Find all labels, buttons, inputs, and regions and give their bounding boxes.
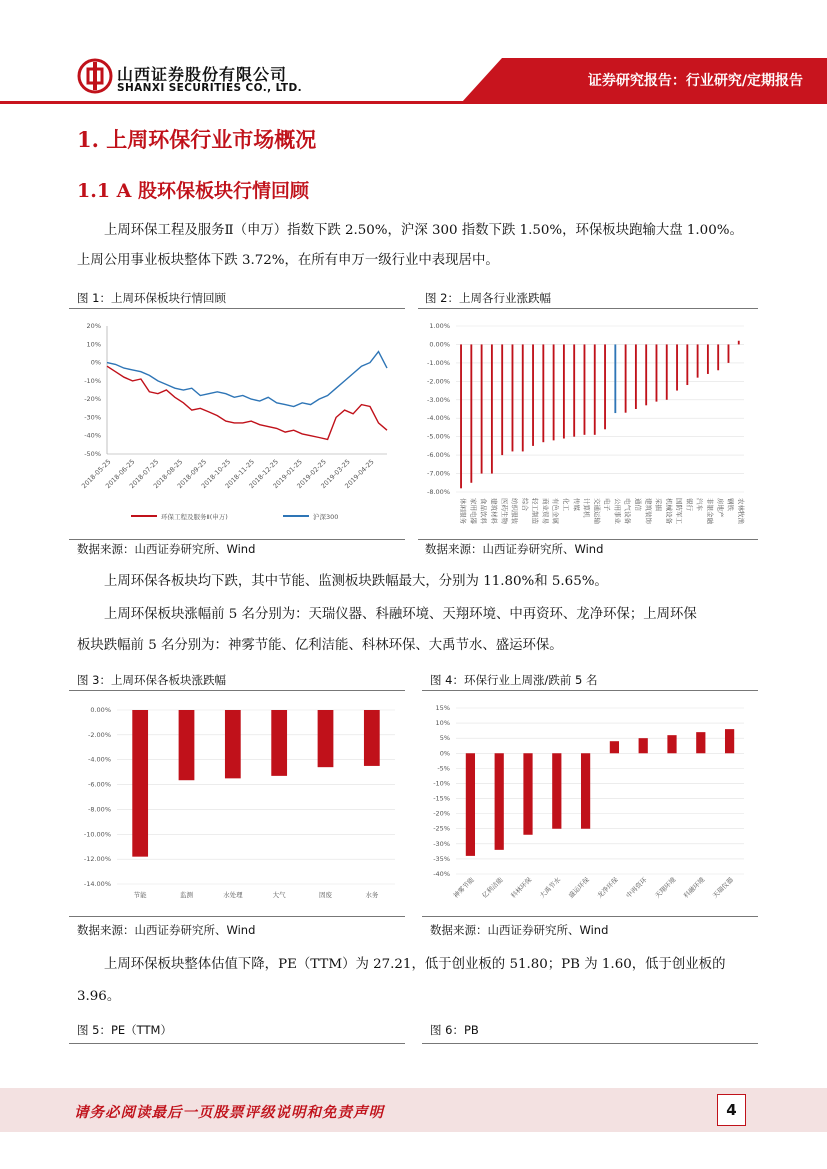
fig2-category-label: 商业贸易 [541, 498, 550, 524]
fig1-xtick-label: 2018-05-25 [80, 457, 113, 491]
fig4-category-label: 亿利洁能 [480, 875, 505, 900]
fig4-source: 数据来源：山西证券研究所、Wind [430, 923, 609, 937]
fig1-title: 图 1：上周环保板块行情回顾 [77, 291, 226, 305]
fig2-category-label: 计算机 [582, 498, 591, 518]
fig1-ytick-label: 20% [86, 322, 101, 330]
fig1-xtick-label: 2018-07-25 [127, 457, 161, 491]
fig1-ytick-label: -30% [84, 413, 101, 422]
fig2-category-label: 传媒 [572, 498, 581, 511]
fig1-ytick-label: -10% [84, 376, 101, 385]
fig2-top-rule [418, 308, 758, 309]
fig3-category-label: 监测 [180, 891, 193, 899]
fig2-bar [481, 344, 483, 473]
fig1-xtick-label: 2018-10-25 [199, 457, 233, 491]
fig2-bar [625, 344, 627, 412]
fig4-ytick-label: -15% [433, 794, 450, 803]
fig4-bar [696, 732, 705, 753]
fig4-ytick-label: -40% [433, 870, 450, 878]
fig4-category-label: 大禹节水 [538, 875, 563, 900]
paragraph-1-line-2: 上周公用事业板块整体下跌 3.72%，在所有申万一级行业中表现居中。 [77, 253, 499, 268]
fig2-bar [532, 344, 534, 445]
fig2-ytick-label: -3.00% [427, 395, 450, 404]
fig5-title: 图 5：PE（TTM） [77, 1023, 172, 1037]
fig2-ytick-label: -2.00% [427, 377, 450, 386]
fig2-category-label: 家用电器 [469, 498, 478, 524]
fig1-xtick-label: 2019-03-25 [319, 457, 352, 491]
fig2-category-label: 钢铁 [726, 498, 735, 511]
fig2-bar [573, 344, 575, 436]
fig3-bar [225, 710, 241, 778]
paragraph-3-line-1: 上周环保板块涨幅前 5 名分别为：天瑞仪器、科融环境、天翔环境、中再资环、龙净环保；上周环保 [104, 607, 697, 622]
fig3-ytick-label: -14.00% [83, 880, 111, 888]
fig4-bar [552, 753, 561, 828]
fig4-category-label: 神雾节能 [451, 875, 476, 900]
fig2-category-label: 食品饮料 [479, 498, 488, 524]
fig2-category-label: 机械设备 [664, 498, 673, 524]
fig2-bar [738, 341, 740, 345]
fig3-ytick-label: -8.00% [88, 805, 111, 814]
fig3-category-label: 水务 [365, 891, 379, 899]
fig3-category-label: 大气 [272, 891, 286, 899]
paragraph-2: 上周环保各板块均下跌，其中节能、监测板块跌幅最大，分别为 11.80%和 5.65%。 [104, 574, 608, 589]
fig6-title: 图 6：PB [430, 1023, 479, 1037]
fig4-ytick-label: 15% [435, 704, 450, 712]
fig4-category-label: 科融环境 [682, 875, 707, 900]
fig3-source: 数据来源：山西证券研究所、Wind [77, 923, 256, 937]
header-divider [0, 101, 827, 104]
fig4-bottom-rule [422, 916, 758, 917]
fig2-category-label: 轻工制造 [531, 498, 540, 524]
fig4-bar [466, 753, 475, 856]
fig1-source: 数据来源：山西证券研究所、Wind [77, 542, 256, 556]
fig2-category-label: 有色金属 [551, 498, 560, 524]
fig3-bar [364, 710, 380, 766]
fig2-bar [584, 344, 586, 434]
fig3-category-label: 水处理 [223, 891, 243, 899]
fig2-bar [686, 344, 688, 385]
fig1-xtick-label: 2019-01-25 [271, 457, 304, 491]
fig4-ytick-label: 0% [439, 749, 450, 758]
fig2-ytick-label: -5.00% [427, 432, 450, 441]
fig4-ytick-label: -25% [433, 824, 450, 833]
fig4-category-label: 天瑞仪器 [710, 875, 736, 900]
fig3-ytick-label: -2.00% [88, 730, 111, 739]
fig3-bar [179, 710, 195, 780]
fig1-top-rule [69, 308, 405, 309]
fig2-bar [635, 344, 637, 409]
fig4-category-label: 科林环保 [509, 875, 534, 900]
fig3-ytick-label: -10.00% [83, 830, 111, 839]
paragraph-4-line-2: 3.96。 [77, 989, 121, 1004]
fig4-bar [725, 729, 734, 753]
fig1-series-line [107, 352, 387, 407]
fig2-bar [604, 344, 606, 429]
fig1-ytick-label: 10% [86, 340, 101, 349]
fig2-ytick-label: -6.00% [427, 451, 450, 460]
fig2-bar-chart [418, 312, 758, 538]
company-logo-icon [77, 58, 113, 94]
fig4-bar [581, 753, 590, 828]
report-tag: 证券研究报告：行业研究/定期报告 [587, 73, 803, 89]
fig2-bar [594, 344, 596, 434]
fig3-ytick-label: -6.00% [88, 780, 111, 789]
fig4-bar-chart [422, 694, 758, 914]
fig4-category-label: 龙净环保 [595, 875, 620, 900]
fig2-bar [707, 344, 709, 374]
fig4-bar [610, 741, 619, 753]
fig2-category-label: 国防军工 [675, 498, 684, 524]
fig2-category-label: 建筑材料 [490, 498, 498, 524]
fig3-category-label: 节能 [133, 891, 147, 899]
fig2-bar [491, 344, 493, 473]
fig1-ytick-label: -20% [84, 395, 101, 404]
fig1-xtick-label: 2018-11-25 [223, 457, 257, 491]
fig3-ytick-label: -4.00% [88, 755, 111, 764]
fig1-xtick-label: 2018-06-25 [103, 457, 137, 491]
fig1-legend-label: 沪深300 [313, 513, 339, 521]
fig2-bar [542, 344, 544, 442]
fig2-category-label: 公用事业 [613, 498, 622, 524]
fig2-ytick-label: -4.00% [427, 414, 450, 423]
fig2-bar [697, 344, 699, 377]
fig4-ytick-label: 5% [439, 734, 450, 743]
fig2-category-label: 休闲服务 [459, 498, 468, 524]
fig2-category-label: 医药生物 [500, 498, 509, 524]
fig2-bar [717, 344, 719, 370]
fig1-series-line [107, 366, 387, 439]
fig5-top-rule [69, 1043, 405, 1044]
fig2-category-label: 房地产 [716, 498, 725, 518]
fig4-ytick-label: -5% [437, 764, 450, 773]
fig4-bar [495, 753, 504, 850]
fig4-category-label: 盛运环保 [566, 875, 592, 900]
section-title: 1. 上周环保行业市场概况 [77, 127, 317, 152]
fig2-category-label: 电气设备 [623, 498, 632, 524]
fig2-bar [460, 344, 462, 488]
page-number: 4 [717, 1094, 746, 1126]
fig2-bottom-rule [418, 539, 758, 540]
fig2-source: 数据来源：山西证券研究所、Wind [425, 542, 604, 556]
fig2-category-label: 通信 [634, 498, 642, 511]
company-name-en: SHANXI SECURITIES CO., LTD. [117, 82, 302, 94]
fig2-title: 图 2：上周各行业涨跌幅 [425, 291, 551, 305]
fig3-top-rule [69, 690, 405, 691]
company-name-cn: 山西证券股份有限公司 [117, 65, 288, 84]
fig6-top-rule [422, 1043, 758, 1044]
fig3-bar [132, 710, 148, 857]
fig2-category-label: 农林牧渔 [736, 498, 745, 524]
fig1-ytick-label: 0% [90, 358, 101, 367]
fig2-bar [563, 344, 565, 438]
fig1-xtick-label: 2019-04-25 [343, 457, 376, 491]
fig4-ytick-label: -20% [433, 809, 450, 818]
fig3-category-label: 固废 [319, 891, 332, 899]
fig2-category-label: 纺织服装 [510, 498, 519, 524]
fig2-bar [512, 344, 514, 451]
fig4-ytick-label: 10% [435, 719, 450, 728]
fig3-ytick-label: -12.00% [83, 855, 111, 864]
fig2-bar [501, 344, 503, 455]
fig2-bar [728, 344, 730, 362]
fig2-bar [676, 344, 678, 390]
paragraph-3-line-2: 板块跌幅前 5 名分别为：神雾节能、亿利洁能、科林环保、大禹节水、盛运环保。 [77, 638, 563, 653]
fig2-ytick-label: -1.00% [427, 358, 450, 367]
fig2-category-label: 非银金融 [706, 498, 714, 524]
fig2-category-label: 化工 [562, 498, 570, 511]
fig2-bar [614, 344, 616, 413]
fig2-category-label: 建筑装饰 [644, 498, 653, 524]
fig4-bar [639, 738, 648, 753]
fig2-bar [645, 344, 647, 405]
fig2-ytick-label: 1.00% [429, 322, 450, 330]
fig1-ytick-label: -40% [84, 431, 101, 440]
fig4-bar [523, 753, 532, 834]
fig4-category-label: 中再资环 [624, 875, 649, 900]
fig2-bar [666, 344, 668, 399]
fig3-bar-chart [69, 694, 405, 914]
fig4-category-label: 天翔环境 [653, 875, 678, 900]
fig4-title: 图 4：环保行业上周涨/跌前 5 名 [430, 673, 598, 687]
fig3-bar [318, 710, 334, 767]
fig2-bar [553, 344, 555, 440]
subsection-title: 1.1 A 股环保板块行情回顾 [77, 180, 310, 202]
fig1-xtick-label: 2018-12-25 [247, 457, 280, 491]
fig3-bar [271, 710, 287, 776]
fig2-category-label: 综合 [520, 498, 529, 511]
fig2-ytick-label: -7.00% [427, 469, 450, 478]
fig2-ytick-label: 0.00% [429, 340, 450, 349]
fig4-bar [667, 735, 676, 753]
paragraph-1-line-1: 上周环保工程及服务Ⅱ（申万）指数下跌 2.50%，沪深 300 指数下跌 1.50%，环保板块跑输大盘 1.00%。 [104, 223, 743, 238]
fig4-ytick-label: -35% [433, 854, 450, 863]
fig2-category-label: 汽车 [695, 498, 704, 511]
fig1-xtick-label: 2018-09-25 [175, 457, 209, 491]
fig2-category-label: 电子 [603, 498, 612, 511]
fig2-category-label: 银行 [685, 498, 694, 511]
fig1-xtick-label: 2018-08-25 [151, 457, 185, 491]
fig2-ytick-label: -8.00% [427, 488, 450, 496]
fig2-bar [522, 344, 524, 451]
fig3-bottom-rule [69, 916, 405, 917]
fig1-xtick-label: 2019-02-25 [295, 457, 328, 491]
fig2-bar [656, 344, 658, 401]
fig1-legend-label: 环保工程及服务Ⅱ(申万) [161, 513, 228, 521]
fig2-category-label: 交通运输 [592, 498, 601, 524]
fig4-ytick-label: -30% [433, 839, 450, 848]
fig1-ytick-label: -50% [84, 450, 101, 458]
fig1-bottom-rule [69, 539, 405, 540]
footer-disclaimer: 请务必阅读最后一页股票评级说明和免责声明 [74, 1104, 384, 1121]
fig1-line-chart [69, 312, 405, 538]
fig3-ytick-label: 0.00% [90, 706, 111, 714]
fig3-title: 图 3：上周环保各板块涨跌幅 [77, 673, 226, 687]
fig4-top-rule [422, 690, 758, 691]
fig4-ytick-label: -10% [433, 779, 450, 788]
fig2-bar [470, 344, 472, 482]
paragraph-4-line-1: 上周环保板块整体估值下降，PE（TTM）为 27.21，低于创业板的 51.80；PB 为 1.60，低于创业板的 [104, 957, 726, 972]
fig2-category-label: 采掘 [654, 498, 663, 511]
